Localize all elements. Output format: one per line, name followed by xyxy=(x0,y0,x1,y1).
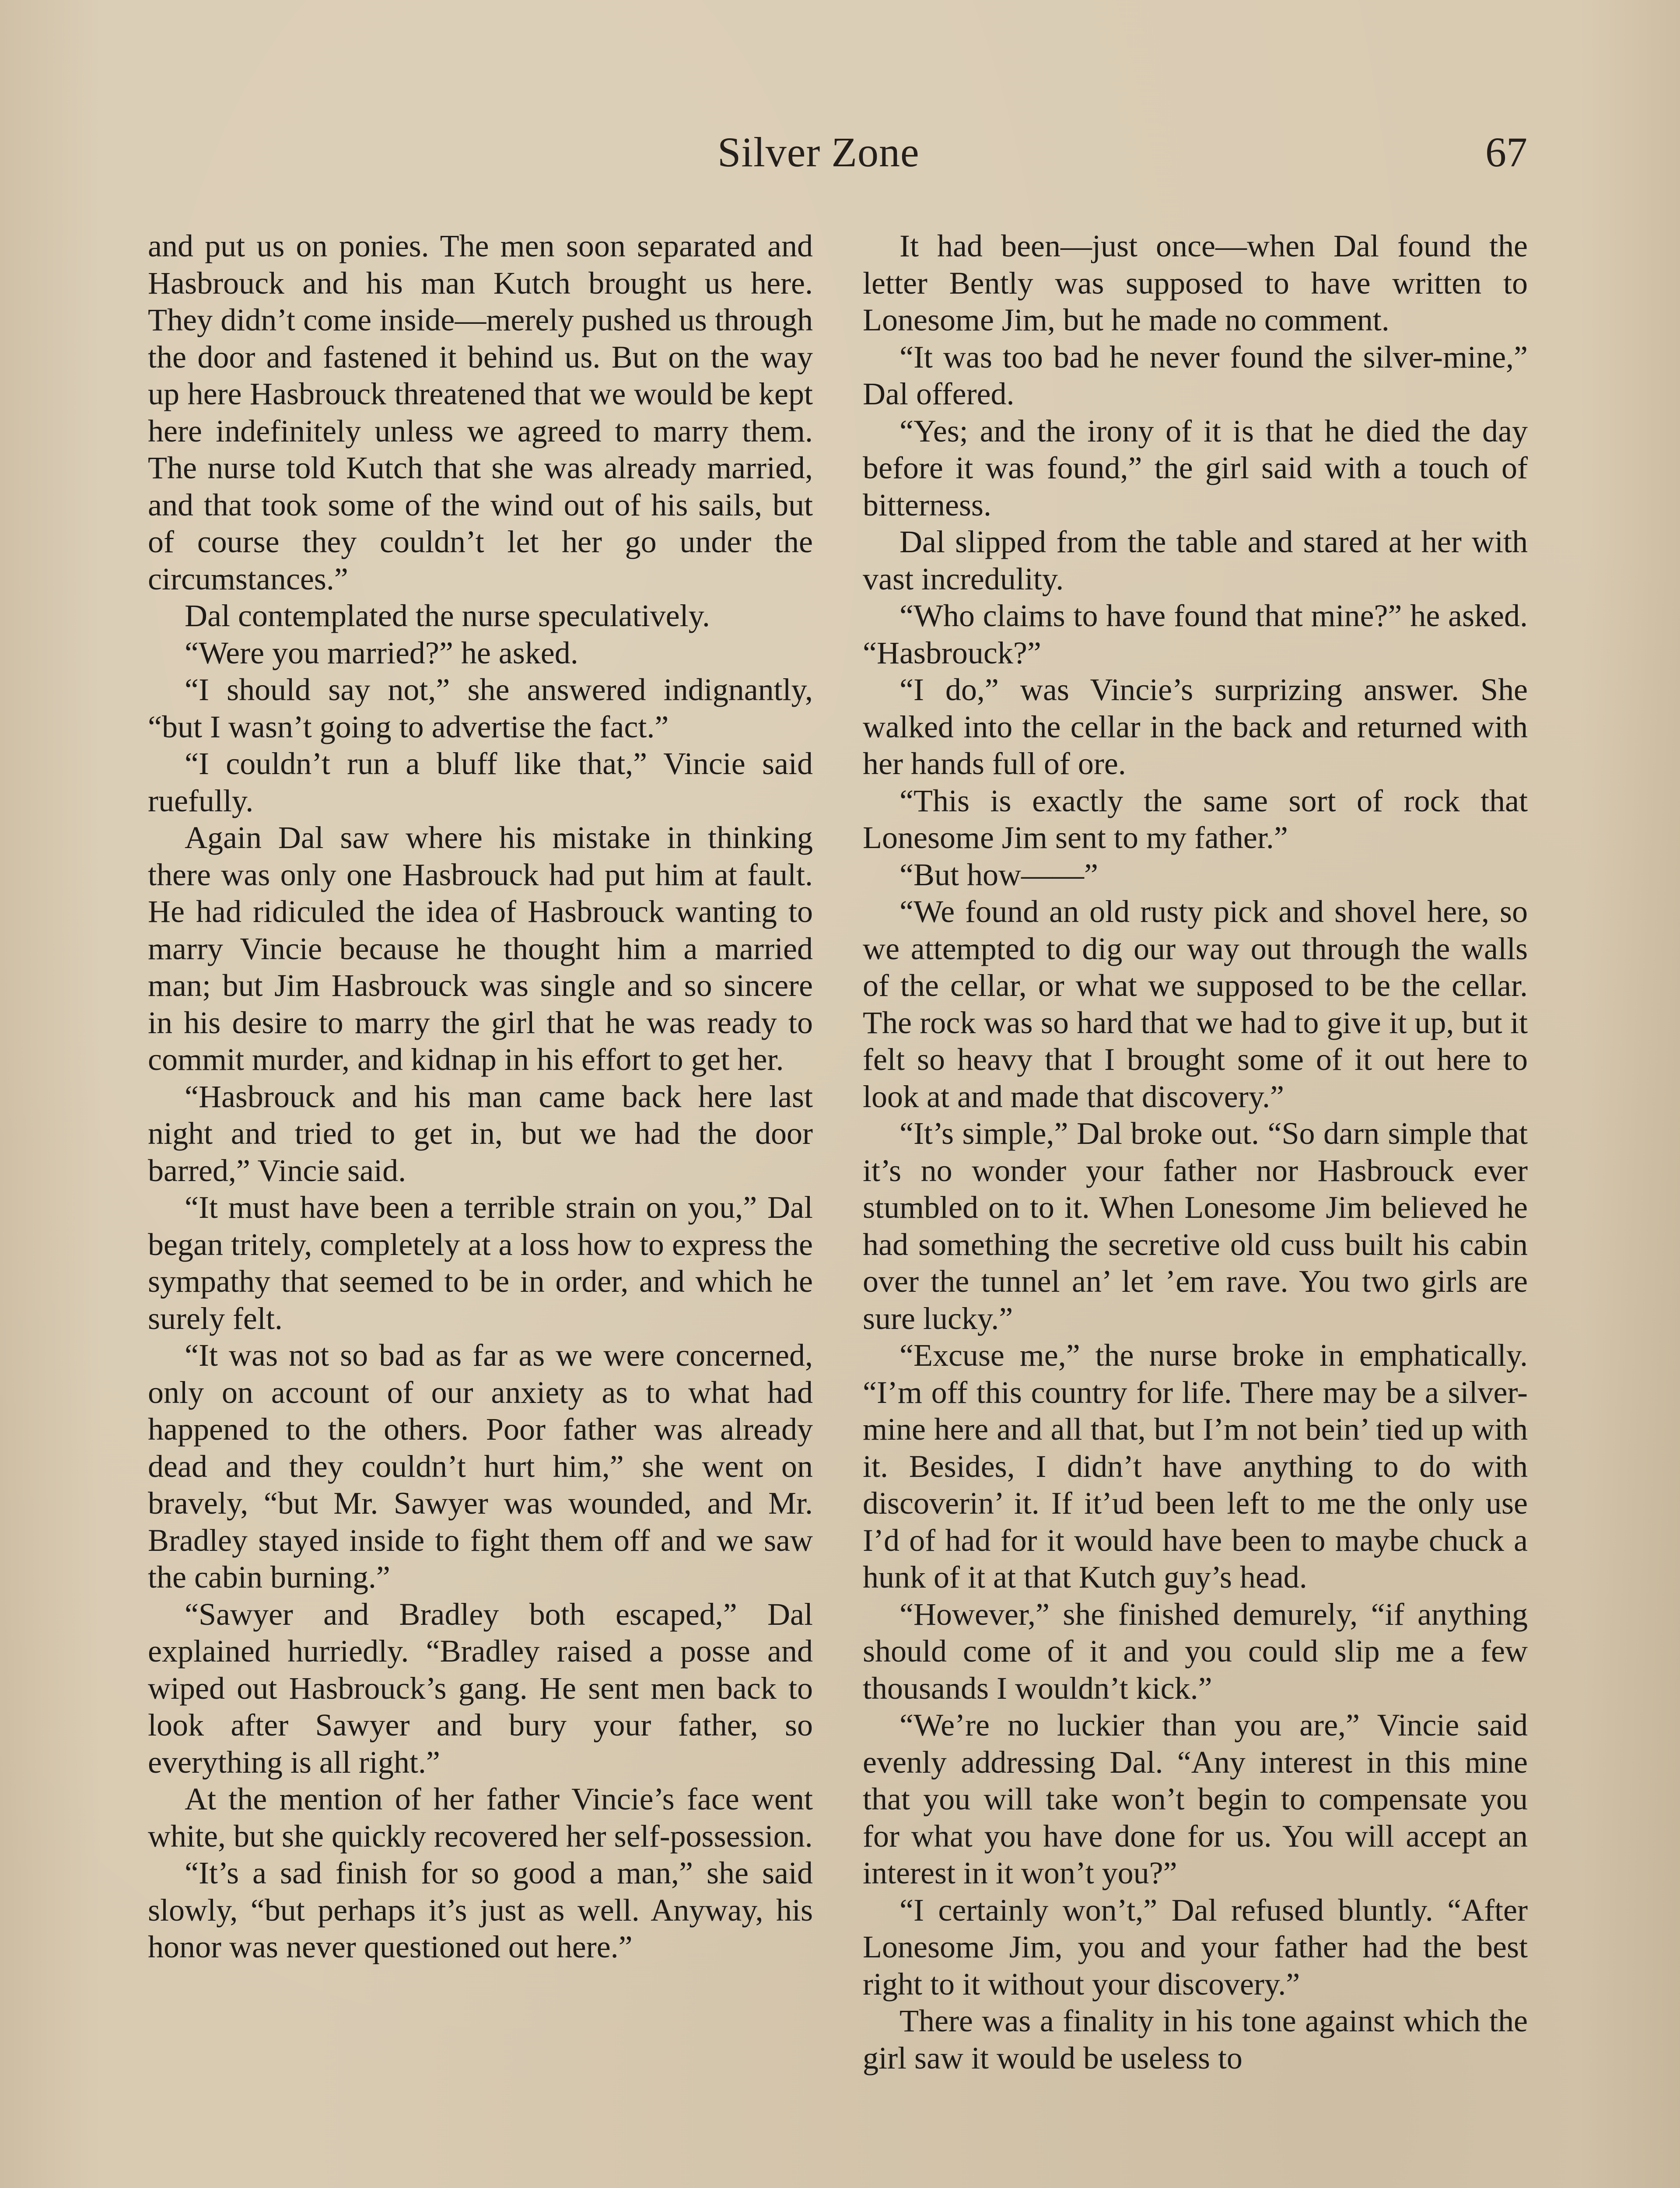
paragraph: “It was not so bad as far as we were concerned, only on account of our anxiety as to what had happened to the others. Poor father was already dead and they couldn’t hurt him,” she went on bravely, “but Mr. Sawyer was wounded, and Mr. Bradley stayed inside to fight them off and we saw the cabin burning.” xyxy=(148,1338,813,1595)
paragraph: It had been—just once—when Dal found the letter Bently was supposed to have written to Lonesome Jim, but he made no comment. xyxy=(863,228,1528,337)
paragraph: “Yes; and the irony of it is that he died the day before it was found,” the girl said with a touch of bitterness. xyxy=(863,413,1528,522)
paragraph: “We found an old rusty pick and shovel here, so we attempted to dig our way out through the walls of the cellar, or what we supposed to be the cellar. The rock was so hard that we had to give it up, but it felt so heavy that I brought some of it out here to look at and made that discovery.” xyxy=(863,894,1528,1114)
paragraph: “This is exactly the same sort of rock that Lonesome Jim sent to my father.” xyxy=(863,783,1528,855)
paragraph: “Were you married?” he asked. xyxy=(185,635,578,670)
paragraph: At the mention of her father Vincie’s face went white, but she quickly recovered her self-possession. xyxy=(148,1781,813,1854)
paragraph: Again Dal saw where his mistake in thinking there was only one Hasbrouck had put him at fault. He had ridiculed the idea of Hasbrouck wanting to marry Vincie because he thought him a married man; but Jim Hasbrouck was single and so sincere in his desire to marry the girl that he was ready to commit murder, and kidnap in his effort to get her. xyxy=(148,820,813,1077)
right-text-column xyxy=(863,228,1528,2076)
paragraph: “Who claims to have found that mine?” he asked. “Hasbrouck?” xyxy=(863,598,1528,670)
paragraph: “I certainly won’t,” Dal refused bluntly. “After Lonesome Jim, you and your father had the best right to it without your discovery.” xyxy=(863,1892,1528,2002)
left-text-column xyxy=(148,228,813,1966)
paragraph: “Excuse me,” the nurse broke in emphatically. “I’m off this country for life. There may be a silver-mine here and all that, but I’m not bein’ tied up with it. Besides, I didn’t have anything to do with discoverin’ it. If it’ud been left to me the only use I’d of had for it would have been to maybe chuck a hunk of it at that Kutch guy’s head. xyxy=(863,1338,1528,1595)
paragraph: “However,” she finished demurely, “if anything should come of it and you could slip me a few thousands I wouldn’t kick.” xyxy=(863,1596,1528,1706)
paragraph: and put us on ponies. The men soon separated and Hasbrouck and his man Kutch brought us here. They didn’t come inside—merely pushed us through the door and fastened it behind us. But on the way up here Hasbrouck threatened that we would be kept here indefinitely unless we agreed to marry them. The nurse told Kutch that she was already married, and that took some of the wind out of his sails, but of course they couldn’t let her go under the circumstances.” xyxy=(148,228,813,596)
paragraph: “I should say not,” she answered indignantly, “but I wasn’t going to advertise the fact.” xyxy=(148,672,813,744)
paragraph: “We’re no luckier than you are,” Vincie said evenly addressing Dal. “Any interest in this mine that you will take won’t begin to compensate you for what you have done for us. You will accept an interest in it won’t you?” xyxy=(863,1708,1528,1890)
running-head xyxy=(0,128,1680,185)
paragraph: “It’s a sad finish for so good a man,” she said slowly, “but perhaps it’s just as well. Anyway, his honor was never questioned out here.” xyxy=(148,1855,813,1964)
paragraph: There was a finality in his tone against which the girl saw it would be useless to xyxy=(863,2003,1528,2076)
page-number: 67 xyxy=(1485,129,1527,175)
running-title: Silver Zone xyxy=(718,129,920,175)
paragraph: “Sawyer and Bradley both escaped,” Dal explained hurriedly. “Bradley raised a posse and wiped out Hasbrouck’s gang. He sent men back to look after Sawyer and bury your father, so everything is all right.” xyxy=(148,1596,813,1780)
paragraph: Dal contemplated the nurse speculatively. xyxy=(185,598,710,633)
paragraph: “It’s simple,” Dal broke out. “So darn simple that it’s no wonder your father nor Hasbrouck ever stumbled on to it. When Lonesome Jim believed he had something the secretive old cuss built his cabin over the tunnel an’ let ’em rave. You two girls are sure lucky.” xyxy=(863,1116,1528,1336)
paragraph: “Hasbrouck and his man came back here last night and tried to get in, but we had the door barred,” Vincie said. xyxy=(148,1079,813,1188)
paragraph: “But how——” xyxy=(900,857,1098,892)
paragraph: “It was too bad he never found the silver-mine,” Dal offered. xyxy=(863,339,1528,411)
paragraph: “It must have been a terrible strain on you,” Dal began tritely, completely at a loss how to express the sympathy that seemed to be in order, and which he surely felt. xyxy=(148,1190,813,1336)
paragraph: “I do,” was Vincie’s surprizing answer. She walked into the cellar in the back and returned with her hands full of ore. xyxy=(863,672,1528,781)
paragraph: Dal slipped from the table and stared at her with vast incredulity. xyxy=(863,524,1528,596)
paragraph: “I couldn’t run a bluff like that,” Vincie said ruefully. xyxy=(148,746,813,818)
